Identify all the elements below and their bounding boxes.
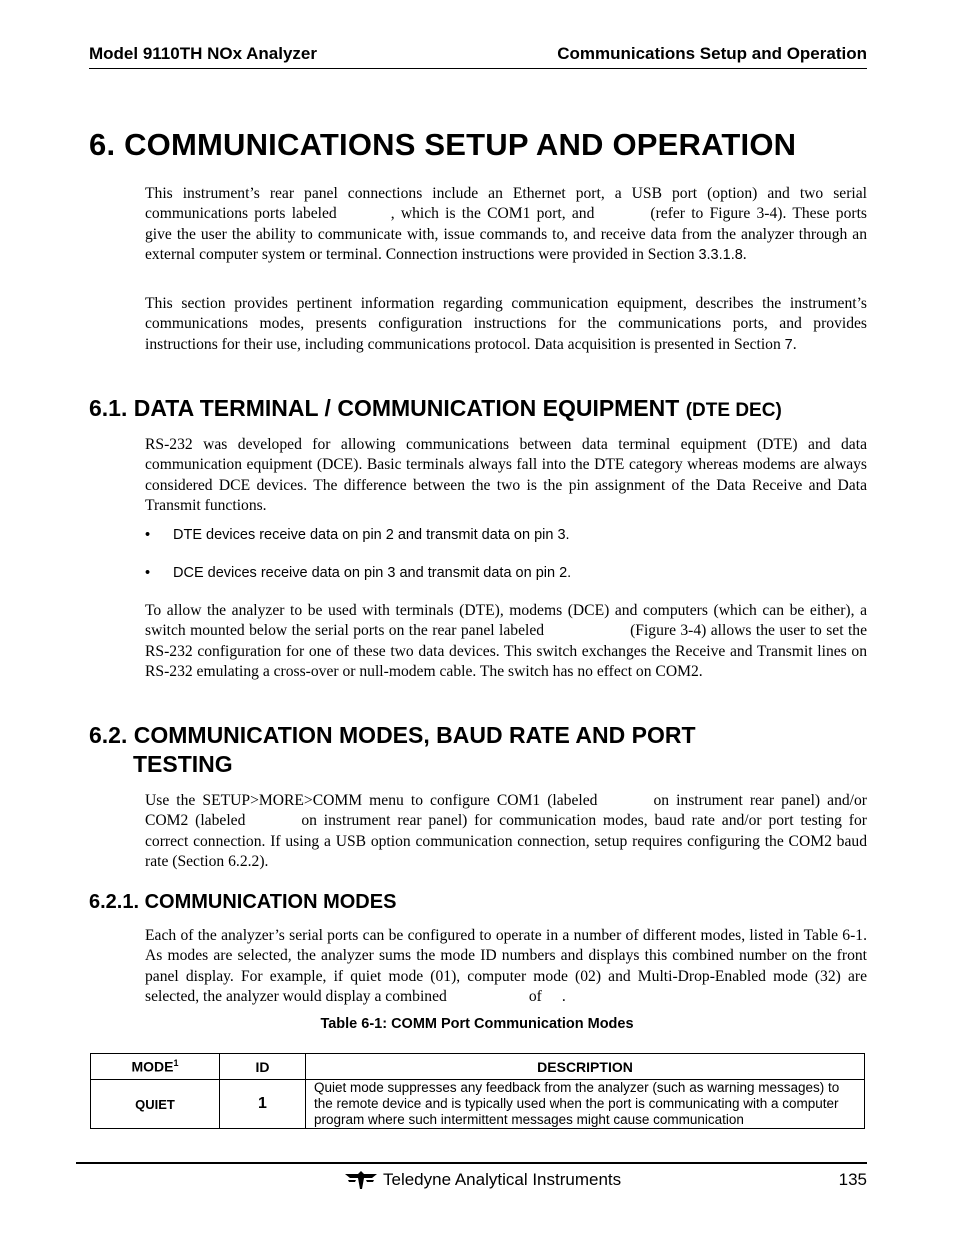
intro-paragraph-2 bbox=[145, 294, 867, 355]
mode-header-text: MODE bbox=[131, 1058, 174, 1075]
section-6-2-1-paragraph bbox=[145, 926, 867, 1007]
section-6-2-title-line-1: 6.2. COMMUNICATION MODES, BAUD RATE AND PORT bbox=[89, 722, 696, 748]
section-6-2-title-line-2: TESTING bbox=[133, 751, 233, 777]
section-reference: 7 bbox=[784, 336, 793, 353]
header-section: Communications Setup and Operation bbox=[557, 44, 867, 63]
bullet-item bbox=[145, 565, 571, 581]
intro-p1-text-a: This instrument’s rear panel connections include an Ethernet port, a USB port (option) and two serial communications ports labeled bbox=[145, 185, 867, 223]
section-6-2-1-text-b: of bbox=[528, 987, 542, 1005]
description-cell: Quiet mode suppresses any feedback from the analyzer (such as warning messages) to the remote device and is typically used when the port is communicating with a computer program where such intermittent messages might cause communication bbox=[306, 1080, 865, 1129]
section-6-2-paragraph bbox=[145, 791, 867, 872]
table-row bbox=[91, 1080, 865, 1129]
mode-cell: QUIET bbox=[91, 1080, 220, 1129]
header-model: Model 9110TH NOx Analyzer bbox=[89, 44, 318, 63]
column-header-id: ID bbox=[220, 1054, 306, 1080]
footer-divider bbox=[76, 1162, 867, 1164]
intro-p2-text: This section provides pertinent information regarding communication equipment, describes the instrument’s communications modes, presents configuration instructions for the communications ports, and provides instructions for their use, including communications protocol. Data acquisition is presented in Section bbox=[145, 295, 867, 353]
section-6-1-p2-text-a: To allow the analyzer to be used with terminals (DTE), modems (DCE) and computers (which can be either), a switch mounted below the serial ports on the rear panel labeled bbox=[145, 602, 867, 640]
intro-paragraph-1 bbox=[145, 184, 867, 265]
intro-p1-text-c: (refer to Figure 3-4). These ports give the user the ability to communicate with, issue commands to, and receive data from the analyzer through an external computer system or terminal. Connection instructions were provided in Section bbox=[145, 205, 867, 263]
bullet-text: DTE devices receive data on pin 2 and transmit data on pin 3. bbox=[173, 527, 570, 543]
section-6-1-title: 6.1. DATA TERMINAL / COMMUNICATION EQUIPMENT bbox=[89, 395, 680, 421]
section-6-1-subtitle: (DTE DEC) bbox=[685, 400, 782, 421]
footer-company: Teledyne Analytical Instruments bbox=[383, 1170, 622, 1189]
id-cell: 1 bbox=[220, 1080, 306, 1129]
section-reference: 3.3.1.8 bbox=[698, 246, 743, 263]
column-header-description: DESCRIPTION bbox=[306, 1054, 865, 1080]
section-6-2-1-text-c: . bbox=[561, 987, 566, 1005]
section-6-1-paragraph-1: RS-232 was developed for allowing communications between data terminal equipment (DTE) and data communication equipment (DCE). Basic terminals always fall into the DTE category whereas modems are always considered DCE devices. The difference between the two is the pin assignment of the Data Receive and Data Transmit functions. bbox=[145, 436, 867, 514]
table-header-row bbox=[91, 1054, 865, 1080]
section-6-2-text-b: on instrument rear panel) and/or COM2 (labeled bbox=[145, 792, 867, 830]
page-number: 135 bbox=[838, 1170, 867, 1189]
comm-modes-table bbox=[90, 1053, 865, 1129]
section-6-1-heading bbox=[89, 394, 782, 425]
section-6-1-paragraph-2 bbox=[145, 601, 867, 682]
section-6-2-heading bbox=[89, 721, 696, 779]
section-6-1-p2-text-b: (Figure 3-4) allows the user to set the RS-232 configuration for one of these two data devices. This switch exchanges the Receive and Transmit lines on RS-232 emulating a cross-over or null-modem cable. The switch has no effect on COM2. bbox=[145, 622, 868, 680]
bullet-icon: • bbox=[145, 527, 151, 543]
table-caption: Table 6-1: COMM Port Communication Modes bbox=[320, 1016, 634, 1032]
section-6-2-1-heading: 6.2.1. COMMUNICATION MODES bbox=[89, 891, 397, 913]
section-6-2-text-c: on instrument rear panel) for communication modes, baud rate and/or port testing for correct connection. If using a USB option communication connection, setup requires configuring the COM2 baud rate (Section 6.2.2). bbox=[145, 812, 867, 870]
section-6-2-text-a: Use the SETUP>MORE>COMM menu to configure COM1 (labeled bbox=[145, 792, 598, 809]
period: . bbox=[742, 245, 747, 263]
column-header-mode bbox=[91, 1054, 220, 1080]
teledyne-logo-icon bbox=[344, 1170, 378, 1190]
chapter-title: 6. COMMUNICATIONS SETUP AND OPERATION bbox=[89, 127, 797, 162]
footnote-marker: 1 bbox=[173, 1058, 179, 1069]
page-header bbox=[89, 44, 867, 69]
period: . bbox=[792, 335, 797, 353]
section-6-2-1-text-a: Each of the analyzer’s serial ports can be configured to operate in a number of different modes, listed in Table 6-1. As modes are selected, the analyzer sums the mode ID numbers and displays this combined number on the front panel display. For example, if quiet mode (01), computer mode (02) and Multi-Drop-Enabled mode (32) are selected, the analyzer would display a combined bbox=[145, 927, 867, 1005]
bullet-item bbox=[145, 527, 570, 543]
bullet-text: DCE devices receive data on pin 3 and transmit data on pin 2. bbox=[173, 565, 572, 581]
intro-p1-text-b: , which is the COM1 port, and bbox=[390, 205, 595, 223]
bullet-icon: • bbox=[145, 565, 151, 581]
